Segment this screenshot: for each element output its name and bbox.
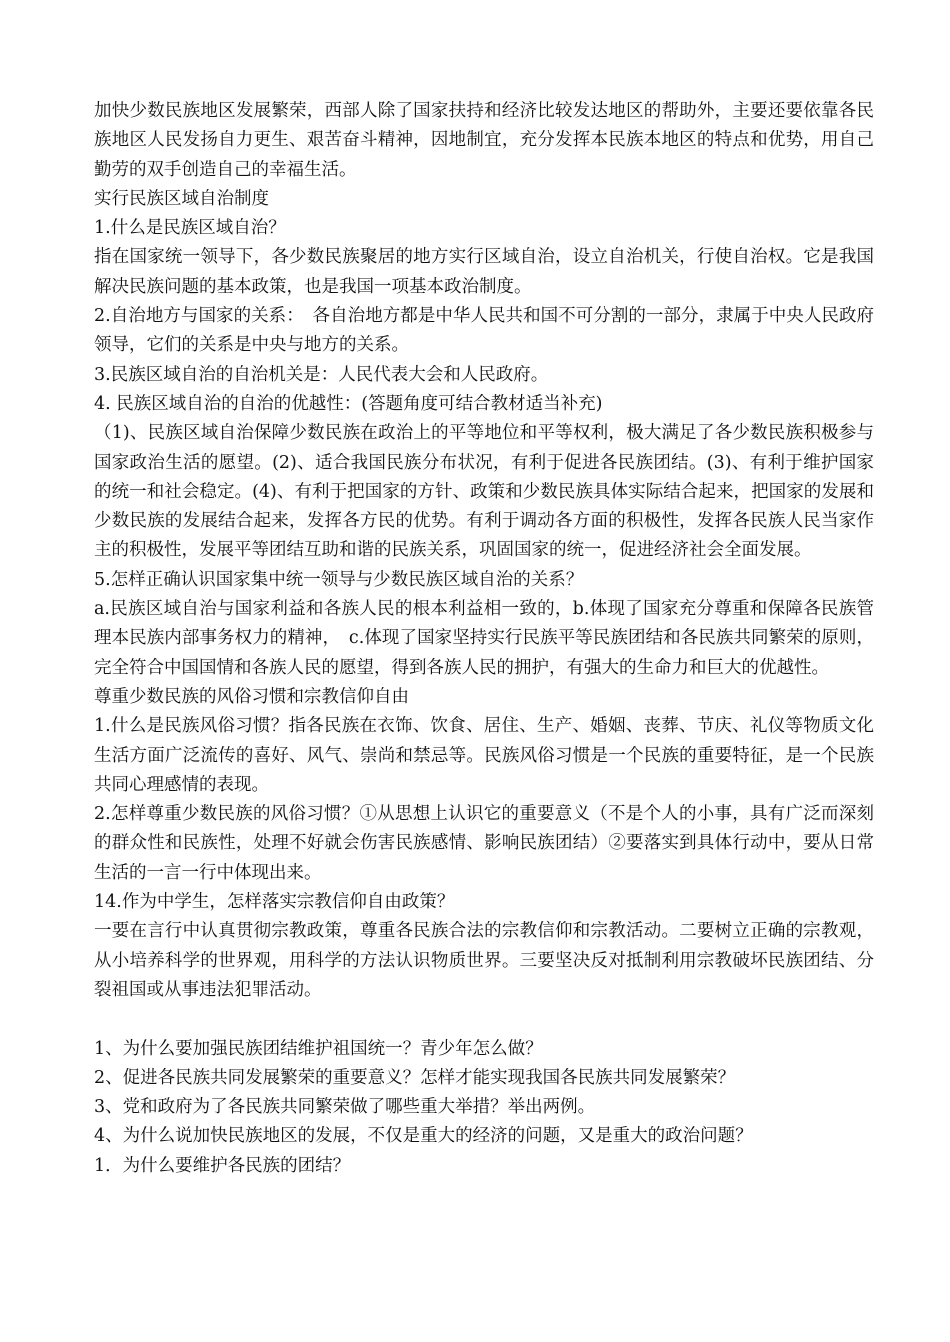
question-5: 5.怎样正确认识国家集中统一领导与少数民族区域自治的关系？ [94, 569, 584, 590]
review-question-3: 3、党和政府为了各民族共同繁荣做了哪些重大举措？举出两例。 [94, 1097, 596, 1118]
review-question-1: 1、为什么要加强民族团结维护祖国统一？青少年怎么做？ [94, 1038, 543, 1059]
review-question-4: 4、为什么说加快民族地区的发展，不仅是重大的经济的问题，又是重大的政治问题？ [94, 1126, 753, 1147]
customs-question-1: 1.什么是民族风俗习惯？指各民族在衣饰、饮食、居住、生产、婚姻、丧葬、节庆、礼仪等物质文化生活方面广泛流传的喜好、风气、崇尚和禁忌等。民族风俗习惯是一个民族的重要特征，是一个民族共同心理感情的表现。 [94, 716, 874, 795]
paragraph-intro: 加快少数民族地区发展繁荣，西部人除了国家扶持和经济比较发达地区的帮助外，主要还要依靠各民族地区人民发扬自力更生、艰苦奋斗精神，因地制宜，充分发挥本民族本地区的特点和优势，用自己勤劳的双手创造自己的幸福生活。 [94, 101, 874, 180]
section-heading-customs: 尊重少数民族的风俗习惯和宗教信仰自由 [94, 686, 409, 707]
question-14: 14.作为中学生，怎样落实宗教信仰自由政策？ [94, 892, 455, 913]
question-1: 1.什么是民族区域自治？ [94, 218, 286, 239]
review-question-2: 2、促进各民族共同发展繁荣的重要意义？怎样才能实现我国各民族共同发展繁荣？ [94, 1067, 736, 1088]
answer-5: a.民族区域自治与国家利益和各族人民的根本利益相一致的，b.体现了国家充分尊重和保障各民族管理本民族内部事务权力的精神， c.体现了国家坚持实行民族平等民族团结和各民族共同繁荣的原则，完全符合中国国情和各族人民的愿望，得到各族人民的拥护，有强大的生命力和巨大的优越性。 [94, 599, 874, 678]
question-2: 2.自治地方与国家的关系： 各自治地方都是中华人民共和国不可分割的一部分，隶属于中央人民政府领导，它们的关系是中央与地方的关系。 [94, 306, 874, 356]
question-4: 4. 民族区域自治的自治的优越性：(答题角度可结合教材适当补充) [94, 393, 603, 414]
answer-1: 指在国家统一领导下，各少数民族聚居的地方实行区域自治，设立自治机关，行使自治权。它是我国解决民族问题的基本政策，也是我国一项基本政治制度。 [94, 247, 874, 297]
answer-4: （1)、民族区域自治保障少数民族在政治上的平等地位和平等权利，极大满足了各少数民族积极参与国家政治生活的愿望。(2)、适合我国民族分布状况，有利于促进各民族团结。(3)、有利于维护国家的统一和社会稳定。(4)、有利于把国家的方针、政策和少数民族具体实际结合起来，把国家的发展和少数民族的发展结合起来，发挥各方民的优势。有利于调动各方面的积极性，发挥各民族人民当家作主的积极性，发展平等团结互助和谐的民族关系，巩固国家的统一，促进经济社会全面发展。 [94, 423, 874, 561]
question-3: 3.民族区域自治的自治机关是：人民代表大会和人民政府。 [94, 364, 549, 385]
answer-14: 一要在言行中认真贯彻宗教政策，尊重各民族合法的宗教信仰和宗教活动。二要树立正确的宗教观，从小培养科学的世界观，用科学的方法认识物质世界。三要坚决反对抵制利用宗教破坏民族团结、分裂祖国或从事违法犯罪活动。 [94, 921, 874, 1000]
customs-question-2: 2.怎样尊重少数民族的风俗习惯？①从思想上认识它的重要意义（不是个人的小事，具有广泛而深刻的群众性和民族性，处理不好就会伤害民族感情、影响民族团结）②要落实到具体行动中，要从日常生活的一言一行中体现出来。 [94, 804, 874, 883]
document-body [94, 97, 874, 1181]
review-question-5: 1．为什么要维护各民族的团结？ [94, 1155, 351, 1176]
blank-line [94, 1005, 874, 1034]
section-heading-autonomy: 实行民族区域自治制度 [94, 188, 269, 209]
